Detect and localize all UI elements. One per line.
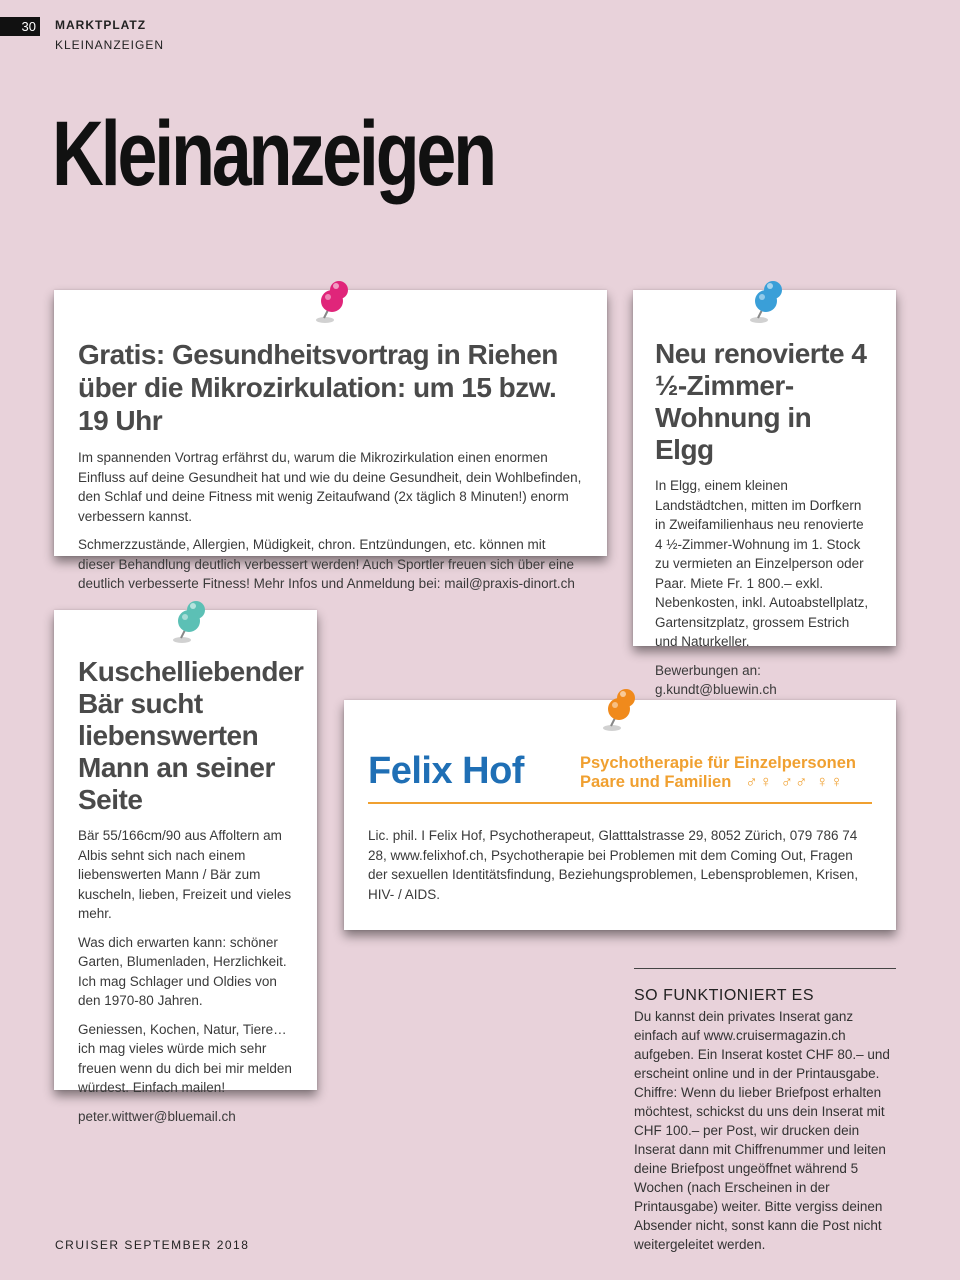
ad-paragraph: Im spannenden Vortrag erfährst du, warum die Mikrozirkulation einen enormen Einfluss auf deine Gesundheit hat und wie du deine Gesundheit, dein Wohlbefinden, den Schlaf und deine Fitness mit wenig Zeitaufwand (2x täglich 8 Minuten!) enorm verbessern kannst.	[78, 450, 582, 524]
pushpin-icon	[598, 684, 642, 734]
ad-card-baer	[54, 610, 317, 1124]
gender-symbols-icon: ♂♀ ♂♂ ♀♀	[745, 773, 845, 791]
page-number: 30	[0, 17, 40, 36]
tagline-text: Paare und Familien	[580, 773, 732, 791]
felixhof-logo	[368, 750, 872, 794]
section-label: MARKTPLATZ	[55, 18, 147, 32]
ad-paragraph: Schmerzzustände, Allergien, Müdigkeit, chron. Entzündungen, etc. können mit dieser Behandlung deutlich verbessert werden! Auch Sportler freuen sich über eine deutlich verbesserte Fitness! Mehr Infos und Anmeldung bei: mail@praxis-dinort.ch	[78, 537, 575, 591]
ad-paragraph: Was dich erwarten kann: schöner Garten, Blumenladen, Herzlichkeit. Ich mag Schlager und Oldies von den 1970-80 Jahren.	[78, 934, 287, 1008]
ad-card-wohnung	[633, 290, 896, 697]
howto-title: SO FUNKTIONIERT ES	[634, 987, 814, 1004]
tagline-line-2	[580, 773, 856, 792]
ad-paragraph: Geniessen, Kochen, Natur, Tiere… ich mag vieles würde mich sehr freuen wenn du dich bei mir melden würdest. Einfach mailen!	[78, 1021, 292, 1095]
ad-paragraph: Bewerbungen an: g.kundt@bluewin.ch	[655, 662, 777, 697]
ad-card-felixhof	[344, 700, 896, 930]
pushpin-icon	[168, 596, 212, 646]
subsection-label: KLEINANZEIGEN	[55, 38, 165, 52]
footer-issue: CRUISER SEPTEMBER 2018	[55, 1238, 250, 1252]
howto-divider	[634, 968, 896, 969]
howto-text-chiffre: Chiffre: Wenn du lieber Briefpost erhalten möchtest, schickst du uns dein Inserat mit CHF 100.– per Post, wir drucken dein Inserat dann mit Chiffrenummer und leiten deine Briefpost ungeöffnet während 5 Wochen (nach Erscheinen in der Printausgabe) weiter. Bitte vergiss deinen Absender nicht, sonst kann die Post nicht weitergeleitet werden.	[634, 1085, 886, 1252]
ad-title: Neu renovierte 4 ½-Zimmer-Wohnung in Elgg	[655, 338, 867, 465]
pushpin-icon	[311, 276, 355, 326]
pushpin-icon	[745, 276, 789, 326]
howto-box	[634, 968, 896, 1254]
tagline-line-1: Psychotherapie für Einzelpersonen	[580, 754, 856, 772]
ad-paragraph: In Elgg, einem kleinen Landstädtchen, mitten im Dorfkern in Zweifamilienhaus neu renovierte 4 ½-Zimmer-Wohnung im 1. Stock zu vermieten an Einzelperson oder Paar. Miete Fr. 1 800.– exkl. Nebenkosten, inkl. Autoabstellplatz, Gartensitzplatz, grossem Estrich und Naturkeller.	[655, 478, 869, 649]
ad-card-vortrag	[54, 290, 607, 591]
howto-text: Du kannst dein privates Inserat ganz einfach auf www.cruisermagazin.ch aufgeben. Ein Inserat kostet CHF 80.– und erscheint online und in der Printausgabe.	[634, 1009, 890, 1081]
ad-paragraph: Lic. phil. I Felix Hof, Psychotherapeut, Glatttalstrasse 29, 8052 Zürich, 079 786 74 28, www.felixhof.ch, Psychotherapie bei Problemen mit dem Coming Out, Fragen der sexuellen Identitätsfindung, Beziehungsproblemen, Lebensproblemen, Krisen, HIV- / AIDS.	[368, 828, 859, 902]
page-title: Kleinanzeigen	[52, 103, 494, 205]
ad-title: Kuschelliebender Bär sucht liebenswerten Mann an seiner Seite	[78, 656, 304, 815]
logo-name: Felix Hof	[368, 750, 524, 792]
logo-tagline	[580, 754, 856, 792]
ad-email: peter.wittwer@bluemail.ch	[78, 1108, 236, 1124]
ad-title: Gratis: Gesundheitsvortrag in Riehen über die Mikrozirkulation: um 15 bzw. 19 Uhr	[78, 339, 558, 436]
ad-paragraph: Bär 55/166cm/90 aus Affoltern am Albis sehnt sich nach einem liebenswerten Mann / Bär zum kuscheln, lieben, Freizeit und vieles mehr.	[78, 828, 292, 921]
logo-divider	[368, 802, 872, 804]
